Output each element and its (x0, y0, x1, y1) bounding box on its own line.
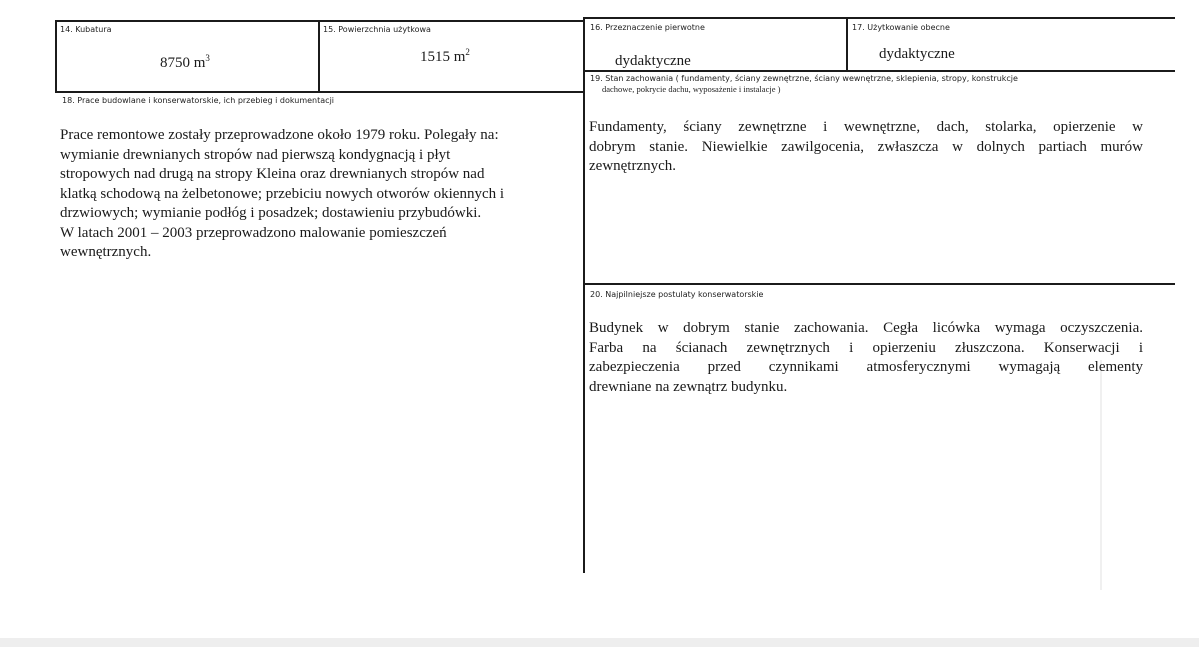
kubatura-value: 8750 m (160, 55, 206, 71)
field-18-text (60, 126, 580, 263)
text-line: Prace remontowe zostały przeprowadzone około 1979 roku. Polegały na: (60, 127, 499, 143)
text-line: Farba na ścianach zewnętrznych i opierzeniu złuszczona. Konserwacji i (589, 339, 1143, 356)
top-rule-right (585, 17, 1175, 19)
field-20-text (589, 319, 1143, 397)
field-20-label: 20. Najpilniejsze postulaty konserwatorskie (590, 290, 764, 299)
text-line: dobrym stanie. Niewielkie zawilgocenia, zwłaszcza w dolnych partiach murów (589, 138, 1143, 155)
rule-left-mid (55, 91, 585, 93)
vert-left (55, 20, 57, 93)
rule-right-mid (585, 283, 1175, 285)
text-line: stropowych nad drugą na stropy Kleina oraz drewnianych stropów nad (60, 166, 485, 182)
field-14-value (160, 55, 210, 72)
top-rule-left (55, 20, 585, 22)
text-line: zabezpieczenia przed czynnikami atmosferycznymi wymagają elementy (589, 359, 1143, 375)
unit-superscript: 2 (465, 47, 470, 57)
unit-superscript: 3 (205, 53, 210, 63)
field-19-text (589, 118, 1143, 177)
text-line: Fundamenty, ściany zewnętrzne i wewnętrzne, dach, stolarka, opierzenie w (589, 119, 1143, 135)
text-line: zewnętrznych. (589, 158, 677, 174)
field-16-value: dydaktyczne (615, 53, 691, 69)
field-15-label: 15. Powierzchnia użytkowa (323, 25, 431, 34)
field-19-label (590, 74, 1018, 94)
vert-center (583, 17, 585, 573)
field-14-label: 14. Kubatura (60, 25, 112, 34)
vert-14-15 (318, 20, 320, 93)
text-line: wymianie drewnianych stropów nad pierwszą kondygnacją i płyt (60, 146, 451, 163)
text-line: klatką schodową na żelbetonowe; przebiciu nowych otworów okiennych i (60, 185, 505, 202)
field-19-label-main: 19. Stan zachowania ( fundamenty, ściany zewnętrzne, ściany wewnętrzne, sklepienia, stropy, konstrukcje (590, 74, 1018, 83)
vert-16-17 (846, 17, 848, 72)
field-15-value (420, 49, 470, 66)
text-line: wewnętrznych. (60, 244, 152, 260)
rule-right-upper (585, 70, 1175, 72)
scan-smudge (0, 638, 1199, 647)
text-line: drzwiowych; wymianie podłóg i posadzek; dostawieniu przybudówki. (60, 205, 482, 221)
field-18-label: 18. Prace budowlane i konserwatorskie, ich przebieg i dokumentacji (62, 96, 335, 105)
powierzchnia-value: 1515 m (420, 49, 466, 65)
text-line: W latach 2001 – 2003 przeprowadzono malowanie pomieszczeń (60, 224, 447, 241)
field-19-label-cont: dachowe, pokrycie dachu, wyposażenie i instalacje ) (602, 84, 781, 94)
text-line: Budynek w dobrym stanie zachowania. Cegła licówka wymaga oczyszczenia. (589, 320, 1143, 336)
field-17-value: dydaktyczne (879, 46, 955, 62)
field-17-label: 17. Użytkowanie obecne (852, 23, 950, 32)
text-line: drewniane na zewnątrz budynku. (589, 378, 788, 395)
field-16-label: 16. Przeznaczenie pierwotne (590, 23, 705, 32)
